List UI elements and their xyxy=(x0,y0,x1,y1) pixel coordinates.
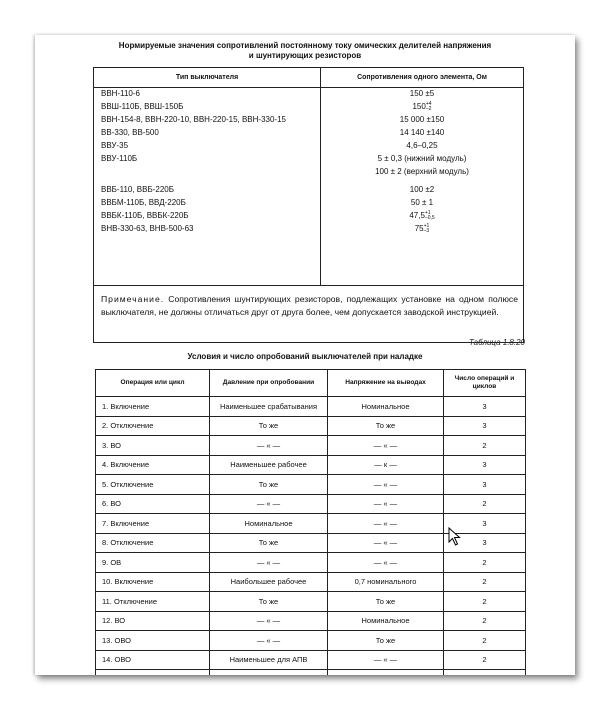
resistance-value: 14 140 ±140 xyxy=(399,128,445,137)
resistance-value: 47,5 xyxy=(409,211,425,221)
table-row xyxy=(94,167,523,180)
operation-cell: 8. Отключение xyxy=(96,533,210,553)
count-cell: 2 xyxy=(444,592,526,612)
tolerance-minus: –3 xyxy=(423,228,430,234)
header-voltage: Напряжение на выводах xyxy=(328,370,444,397)
table-row xyxy=(96,397,526,417)
breaker-type: ВВШ-110Б, ВВШ-150Б xyxy=(101,102,184,111)
table-row xyxy=(96,494,526,514)
header-operation: Операция или цикл xyxy=(96,370,210,397)
voltage-cell: — « — xyxy=(328,533,444,553)
resistance-value-cell xyxy=(321,102,523,112)
table-row xyxy=(94,224,523,237)
pressure-cell: — « — xyxy=(210,611,328,631)
resistance-value: 4,6–0,25 xyxy=(406,141,438,150)
header-breaker-type: Тип выключателя xyxy=(175,74,239,81)
pressure-cell: Наименьшее рабочее xyxy=(210,455,328,475)
note-text: Сопротивления шунтирующих резисторов, подлежащих установке на одном полюсе выключателя, не должны отличаться друг от друга более, чем допускается заводской инструкцией. xyxy=(101,294,518,317)
pressure-cell: — « — xyxy=(210,631,328,651)
table-row xyxy=(96,572,526,592)
voltage-cell: То же xyxy=(328,631,444,651)
voltage-cell: Номинальное xyxy=(328,397,444,417)
resistance-value: 75 xyxy=(414,224,424,234)
empty-cell xyxy=(444,670,526,676)
pressure-cell: Наибольшее рабочее xyxy=(210,572,328,592)
operation-cell: 2. Отключение xyxy=(96,416,210,436)
empty-cell xyxy=(210,670,328,676)
table-row xyxy=(96,436,526,456)
voltage-cell: — « — xyxy=(328,650,444,670)
table1-title xyxy=(95,41,515,61)
table1-title-line2: и шунтирующих резисторов xyxy=(248,51,362,60)
table-row xyxy=(94,154,523,167)
count-cell: 3 xyxy=(444,455,526,475)
table-row xyxy=(96,416,526,436)
operation-cell: 4. Включение xyxy=(96,455,210,475)
breaker-type: ВВУ-110Б xyxy=(101,154,138,163)
table-row xyxy=(94,185,523,198)
resistance-value: 100 ±2 xyxy=(409,185,435,194)
voltage-cell: То же xyxy=(328,416,444,436)
resistance-value: 150 ±5 xyxy=(409,89,435,98)
tolerance-plus: +1 xyxy=(423,223,430,229)
resistance-value: 100 ± 2 (верхний модуль) xyxy=(375,167,469,176)
operation-cell: 11. Отключение xyxy=(96,592,210,612)
breaker-type: ВНВ-330-63, ВНВ-500-63 xyxy=(101,224,194,233)
resistance-value: 50 ± 1 xyxy=(410,198,434,207)
testing-conditions-table xyxy=(95,369,526,675)
tolerance-plus: +1 xyxy=(424,210,431,216)
count-cell: 2 xyxy=(444,494,526,514)
table-note xyxy=(101,293,518,319)
pressure-cell: — « — xyxy=(210,553,328,573)
header-pressure: Давление при опробовании xyxy=(210,370,328,397)
table-number: Таблица 1.8.20 xyxy=(468,338,525,347)
count-cell: 2 xyxy=(444,553,526,573)
pressure-cell: — « — xyxy=(210,436,328,456)
breaker-type: ВВН-154-8, ВВН-220-10, ВВН-220-15, ВВН-330-15 xyxy=(101,115,286,124)
count-cell: 2 xyxy=(444,611,526,631)
table2-title: Условия и число опробований выключателей при наладке xyxy=(187,352,423,361)
header-resistance: Сопротивления одного элемента, Ом xyxy=(357,74,487,81)
table-row xyxy=(94,211,523,224)
resistance-value: 15 000 ±150 xyxy=(399,115,445,124)
count-cell: 3 xyxy=(444,514,526,534)
breaker-type: ВВУ-35 xyxy=(101,141,129,150)
resistance-value: 5 ± 0,3 (нижний модуль) xyxy=(377,154,467,163)
table-row xyxy=(96,670,526,676)
table-row xyxy=(96,611,526,631)
document-page xyxy=(35,35,575,675)
table-header-row xyxy=(96,370,526,397)
tolerance-minus: –2 xyxy=(425,106,432,112)
pressure-cell: — « — xyxy=(210,494,328,514)
table-row xyxy=(96,592,526,612)
operation-cell: 14. ОВО xyxy=(96,650,210,670)
tolerance-minus: –0,5 xyxy=(424,215,435,221)
resistance-table-body xyxy=(94,88,523,285)
pressure-cell: Наименьшее для АПВ xyxy=(210,650,328,670)
resistance-value-cell xyxy=(321,224,523,234)
operation-cell: 5. Отключение xyxy=(96,475,210,495)
voltage-cell: — « — xyxy=(328,553,444,573)
count-cell: 3 xyxy=(444,475,526,495)
count-cell: 2 xyxy=(444,650,526,670)
count-cell: 3 xyxy=(444,397,526,417)
breaker-type: ВВ-330, ВВ-500 xyxy=(101,128,159,137)
pressure-cell: Номинальное xyxy=(210,514,328,534)
resistance-table xyxy=(93,67,524,343)
breaker-type: ВВН-110-6 xyxy=(101,89,140,98)
operation-cell: 9. ОВ xyxy=(96,553,210,573)
table-row xyxy=(94,89,523,102)
pressure-cell: То же xyxy=(210,533,328,553)
tolerance-plus: +4 xyxy=(425,101,432,107)
count-cell: 3 xyxy=(444,416,526,436)
resistance-value: 150 xyxy=(412,102,426,112)
count-cell: 2 xyxy=(444,436,526,456)
operation-cell: 13. ОВО xyxy=(96,631,210,651)
operation-cell: 12. ВО xyxy=(96,611,210,631)
resistance-table-header xyxy=(94,68,523,88)
empty-cell xyxy=(96,670,210,676)
table-row xyxy=(96,631,526,651)
breaker-type: ВВБ-110, ВВБ-220Б xyxy=(101,185,174,194)
count-cell: 2 xyxy=(444,572,526,592)
table-row xyxy=(96,650,526,670)
resistance-value-cell xyxy=(321,211,523,221)
voltage-cell: — к — xyxy=(328,455,444,475)
breaker-type: ВВБМ-110Б, ВВД-220Б xyxy=(101,198,186,207)
operation-cell: 1. Включение xyxy=(96,397,210,417)
table-row xyxy=(94,115,523,128)
voltage-cell: То же xyxy=(328,592,444,612)
pressure-cell: То же xyxy=(210,475,328,495)
table-row xyxy=(96,455,526,475)
mouse-cursor-icon xyxy=(448,527,462,547)
note-divider xyxy=(94,285,523,286)
voltage-cell: 0,7 номинального xyxy=(328,572,444,592)
voltage-cell: Номинальное xyxy=(328,611,444,631)
count-cell: 2 xyxy=(444,631,526,651)
pressure-cell: То же xyxy=(210,592,328,612)
operation-cell: 6. ВО xyxy=(96,494,210,514)
count-cell: 3 xyxy=(444,533,526,553)
table-row xyxy=(94,102,523,115)
table-row xyxy=(94,198,523,211)
breaker-type: ВВБК-110Б, ВВБК-220Б xyxy=(101,211,189,220)
table-row xyxy=(96,553,526,573)
pressure-cell: Наименьшее срабатывания xyxy=(210,397,328,417)
table1-title-line1: Нормируемые значения сопротивлений постоянному току омических делителей напряжения xyxy=(118,41,492,50)
operation-cell: 3. ВО xyxy=(96,436,210,456)
table-row xyxy=(94,128,523,141)
voltage-cell: — « — xyxy=(328,436,444,456)
empty-cell xyxy=(328,670,444,676)
pressure-cell: То же xyxy=(210,416,328,436)
voltage-cell: — « — xyxy=(328,475,444,495)
operation-cell: 7. Включение xyxy=(96,514,210,534)
voltage-cell: — « — xyxy=(328,494,444,514)
operation-cell: 10. Включение xyxy=(96,572,210,592)
note-label: Примечание. xyxy=(101,294,165,304)
table-row xyxy=(94,141,523,154)
voltage-cell: — « — xyxy=(328,514,444,534)
header-count: Число операций и циклов xyxy=(444,370,526,397)
table-row xyxy=(96,475,526,495)
